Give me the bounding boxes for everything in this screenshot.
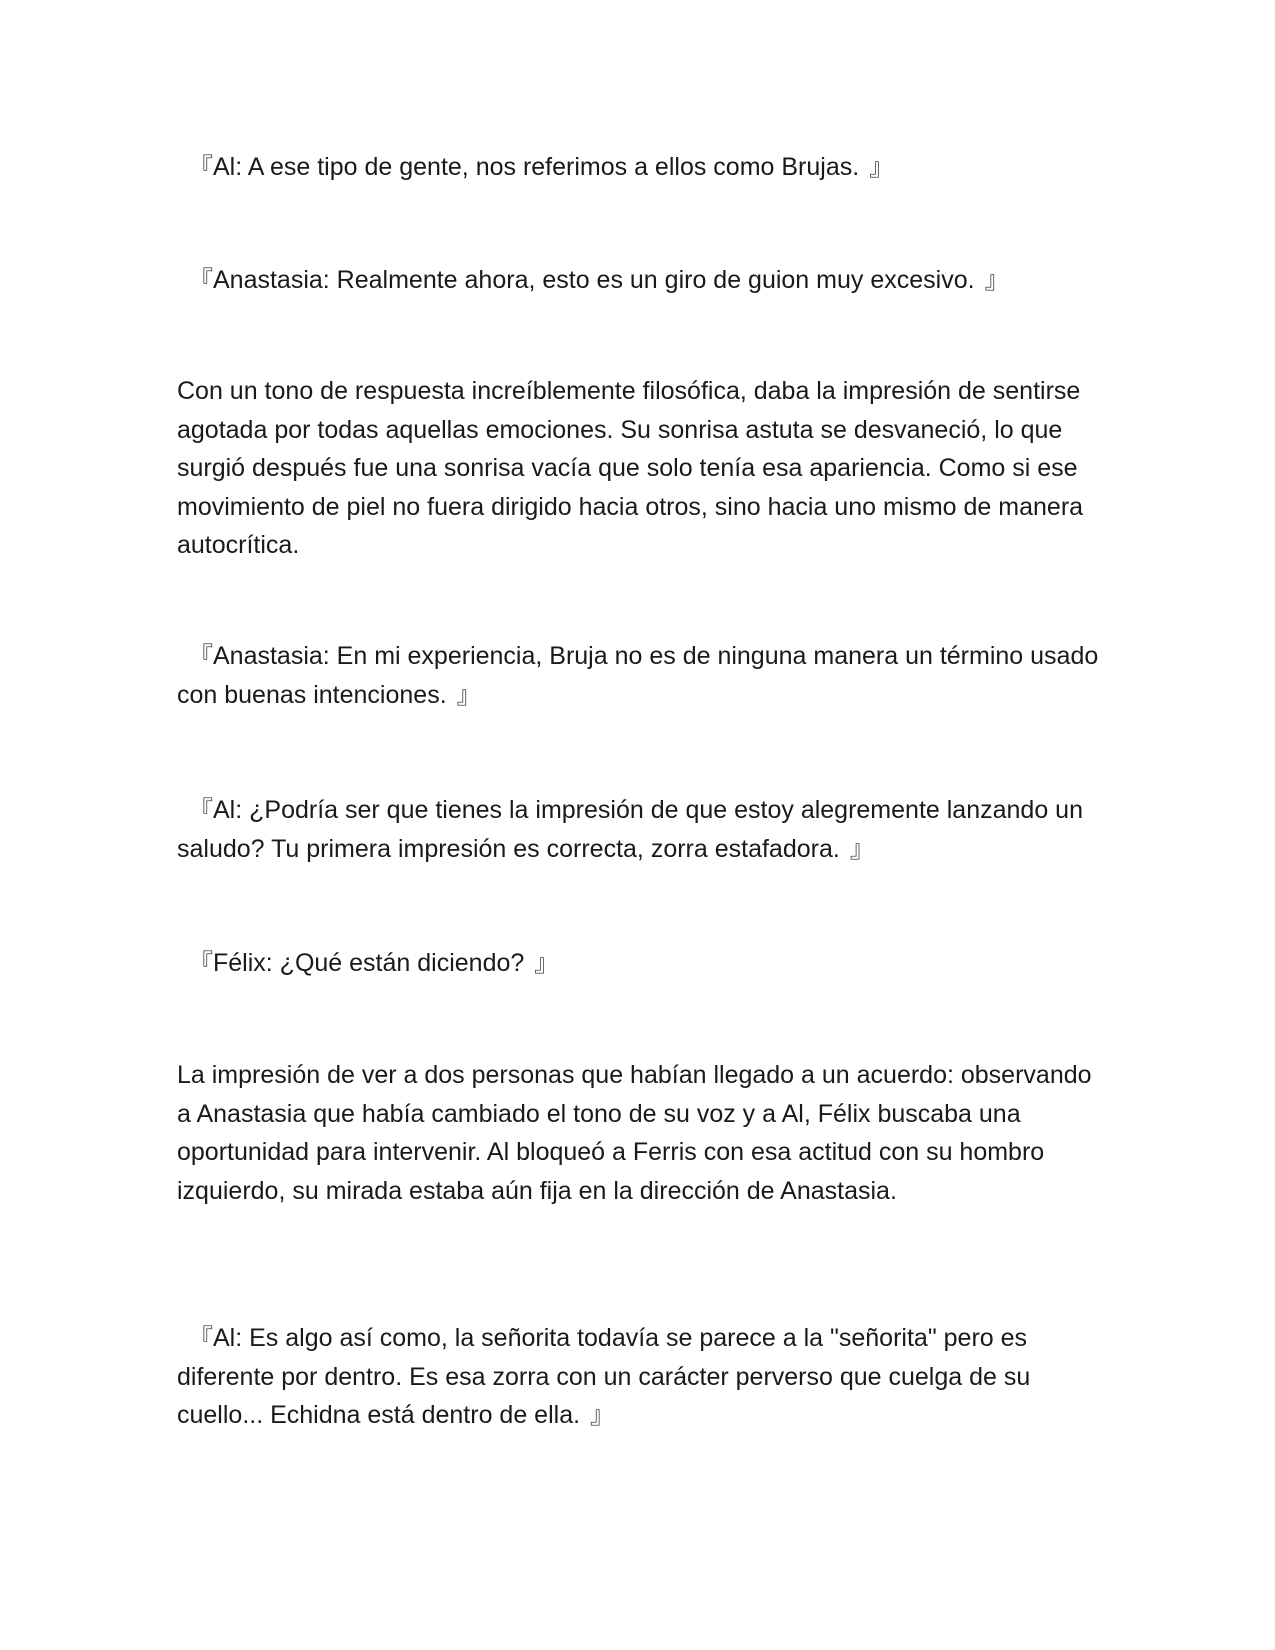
dialogue-text: Al: Es algo así como, la señorita todavía se parece a la "señorita" pero es diferente por dentro. Es esa zorra con un carácter perverso que cuelga de su cuello... Echidna está dentro de ella. <box>177 1324 1031 1429</box>
open-quote-mark: 『 <box>189 153 213 181</box>
close-quote-mark: 』 <box>984 266 1009 294</box>
close-quote-mark: 』 <box>849 834 874 863</box>
close-quote-mark: 』 <box>869 153 894 181</box>
dialogue-paragraph <box>177 637 1112 714</box>
dialogue-text: Al: A ese tipo de gente, nos referimos a ellos como Brujas. <box>213 153 860 181</box>
dialogue-paragraph <box>177 148 1112 187</box>
open-quote-mark: 『 <box>189 642 213 670</box>
dialogue-text: Anastasia: Realmente ahora, esto es un giro de guion muy excesivo. <box>213 266 975 294</box>
open-quote-mark: 『 <box>189 1324 213 1352</box>
close-quote-mark: 』 <box>534 949 559 977</box>
dialogue-text: Al: ¿Podría ser que tienes la impresión de que estoy alegremente lanzando un saludo? Tu primera impresión es correcta, zorra estafadora. <box>177 796 1083 863</box>
dialogue-paragraph <box>177 261 1112 300</box>
open-quote-mark: 『 <box>189 266 213 294</box>
narration-paragraph <box>177 372 1112 565</box>
narration-paragraph <box>177 1056 1112 1210</box>
dialogue-paragraph <box>177 1319 1112 1435</box>
dialogue-paragraph <box>177 944 1112 983</box>
open-quote-mark: 『 <box>189 796 213 824</box>
open-quote-mark: 『 <box>189 949 213 977</box>
narration-text: La impresión de ver a dos personas que habían llegado a un acuerdo: observando a Anastasia que había cambiado el tono de su voz y a Al, Félix buscaba una oportunidad para intervenir. Al bloqueó a Ferris con esa actitud con su hombro izquierdo, su mirada estaba aún fija en la dirección de Anastasia. <box>177 1061 1092 1205</box>
narration-text: Con un tono de respuesta increíblemente filosófica, daba la impresión de sentirse agotada por todas aquellas emociones. Su sonrisa astuta se desvaneció, lo que surgió después fue una sonrisa vacía que solo tenía esa apariencia. Como si ese movimiento de piel no fuera dirigido hacia otros, sino hacia uno mismo de manera autocrítica. <box>177 377 1084 559</box>
close-quote-mark: 』 <box>590 1401 615 1429</box>
dialogue-text: Anastasia: En mi experiencia, Bruja no es de ninguna manera un término usado con buenas intenciones. <box>177 642 1099 709</box>
dialogue-text: Félix: ¿Qué están diciendo? <box>213 949 525 977</box>
dialogue-paragraph <box>177 791 1112 868</box>
close-quote-mark: 』 <box>456 680 481 709</box>
